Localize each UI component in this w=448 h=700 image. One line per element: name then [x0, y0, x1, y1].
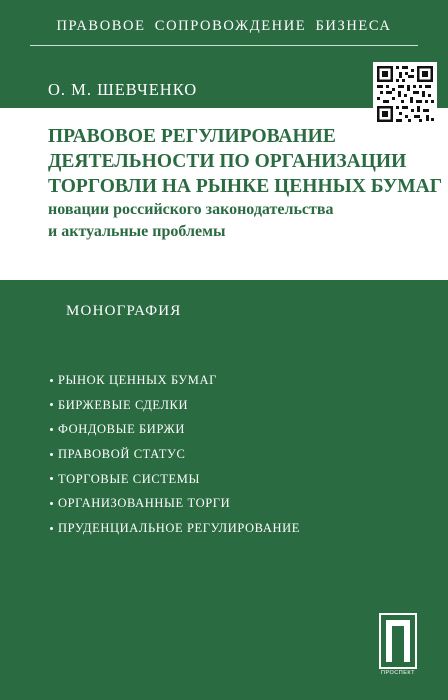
- book-title-line: ТОРГОВЛИ НА РЫНКЕ ЦЕННЫХ БУМАГ: [48, 176, 443, 197]
- topic-item: [50, 398, 300, 423]
- topic-label: ОРГАНИЗОВАННЫЕ ТОРГИ: [58, 496, 231, 511]
- bullet-icon: [50, 379, 53, 382]
- topic-label: ТОРГОВЫЕ СИСТЕМЫ: [58, 471, 200, 486]
- bullet-icon: [50, 502, 53, 505]
- genre-label: МОНОГРАФИЯ: [66, 303, 182, 319]
- book-subtitle-line: и актуальные проблемы: [48, 223, 226, 240]
- topic-item: [50, 472, 300, 497]
- topic-label: ПРАВОВОЙ СТАТУС: [58, 447, 186, 462]
- series-title: ПРАВОВОЕ СОПРОВОЖДЕНИЕ БИЗНЕСА: [56, 18, 392, 34]
- topic-item: [50, 422, 300, 447]
- book-title-line: ДЕЯТЕЛЬНОСТИ ПО ОРГАНИЗАЦИИ: [48, 151, 407, 172]
- bullet-icon: [50, 527, 53, 530]
- topic-label: ПРУДЕНЦИАЛЬНОЕ РЕГУЛИРОВАНИЕ: [58, 521, 300, 536]
- qr-code-icon: [373, 62, 437, 126]
- bullet-icon: [50, 453, 53, 456]
- topic-item: [50, 521, 300, 546]
- publisher-name: ПРОСПЕКТ: [381, 670, 415, 676]
- book-subtitle-line: новации российского законодательства: [48, 201, 334, 218]
- bullet-icon: [50, 428, 53, 431]
- title-block: [48, 124, 443, 243]
- topic-item: [50, 447, 300, 472]
- topic-label: РЫНОК ЦЕННЫХ БУМАГ: [58, 373, 217, 387]
- bullet-icon: [50, 403, 53, 406]
- topic-label: БИРЖЕВЫЕ СДЕЛКИ: [58, 397, 189, 412]
- topic-label: ФОНДОВЫЕ БИРЖИ: [58, 422, 185, 437]
- topic-item: [50, 496, 300, 521]
- series-divider: [30, 45, 418, 46]
- topic-item: [50, 373, 300, 398]
- prospekt-logo-icon: [374, 612, 422, 676]
- topic-list: [50, 373, 300, 546]
- author-name: О. М. ШЕВЧЕНКО: [48, 80, 198, 99]
- title-band: [0, 108, 448, 280]
- book-title-line: ПРАВОВОЕ РЕГУЛИРОВАНИЕ: [48, 126, 336, 147]
- bullet-icon: [50, 477, 53, 480]
